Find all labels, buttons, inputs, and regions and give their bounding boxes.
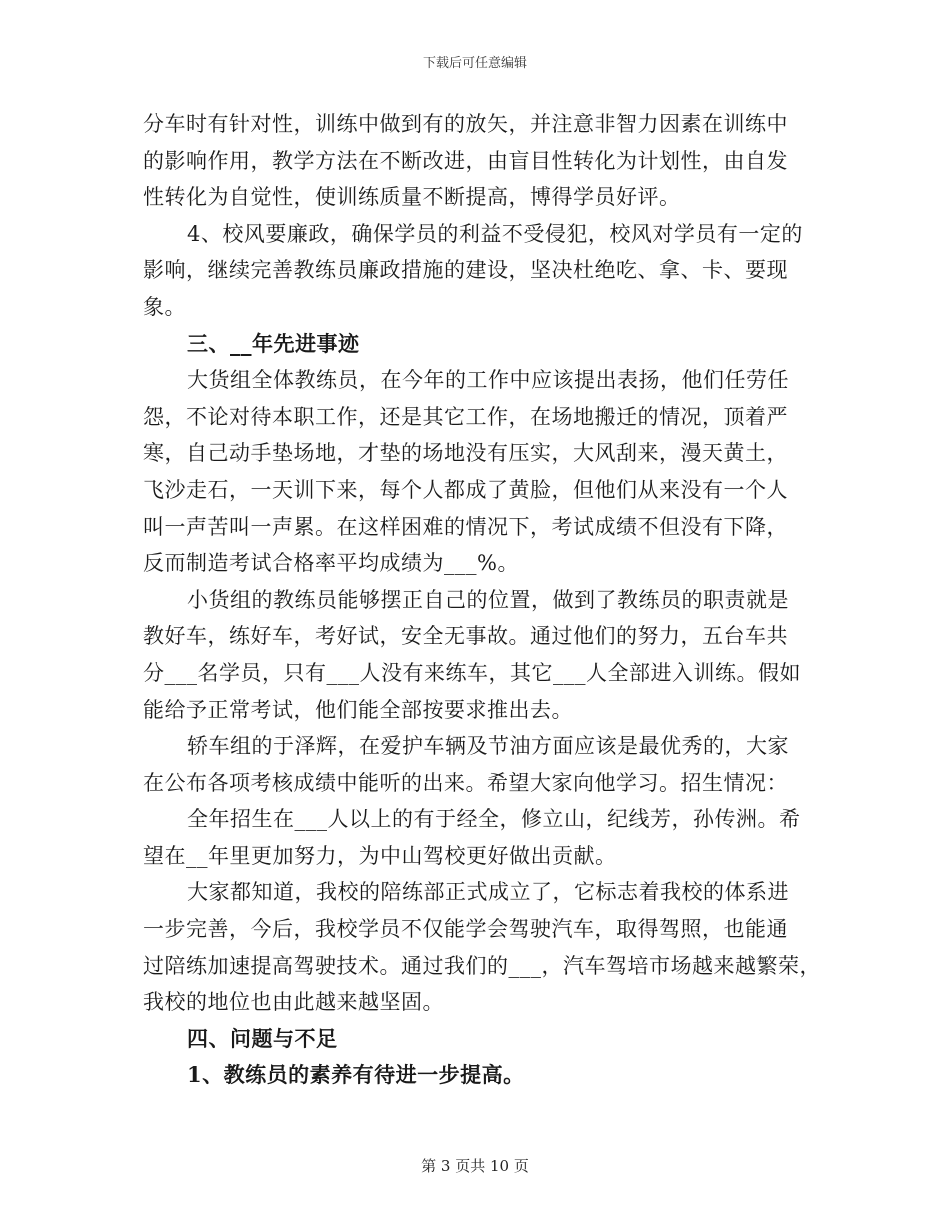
text-line: 大家都知道，我校的陪练部正式成立了，它标志着我校的体系进	[187, 880, 789, 905]
text-line: 飞沙走石，一天训下来，每个人都成了黄脸，但他们从来没有一个人	[143, 477, 788, 502]
page-header: 下载后可任意编辑	[422, 56, 527, 71]
text-line: 能给予正常考试，他们能全部按要求推出去。	[143, 697, 573, 722]
text-line: 性转化为自觉性，使训练质量不断提高，博得学员好评。	[143, 185, 681, 210]
text-line: 叫一声苦叫一声累。在这样困难的情况下，考试成绩不但没有下降，	[143, 514, 788, 539]
text-line: 分___名学员，只有___人没有来练车，其它___人全部进入训练。假如	[143, 660, 801, 685]
section-heading-line: 三、__年先进事迹	[187, 330, 360, 356]
text-line: 我校的地位也由此越来越坚固。	[143, 990, 444, 1015]
text-line: 4、校风要廉政，确保学员的利益不受侵犯，校风对学员有一定的	[187, 221, 803, 246]
text-line: 寒，自己动手垫场地，才垫的场地没有压实，大风刮来，漫天黄土，	[143, 441, 788, 466]
text-line: 分车时有针对性，训练中做到有的放矢，并注意非智力因素在训练中	[143, 112, 788, 136]
text-line: 的影响作用，教学方法在不断改进，由盲目性转化为计划性，由自发	[143, 148, 788, 173]
text-line: 过陪练加速提高驾驶技术。通过我们的___，汽车驾培市场越来越繁荣，	[143, 953, 821, 978]
text-line: 象。	[143, 294, 186, 319]
text-line: 在公布各项考核成绩中能听的出来。希望大家向他学习。招生情况：	[143, 770, 788, 795]
text-line: 反而制造考试合格率平均成绩为___%。	[143, 551, 519, 576]
text-line: 全年招生在___人以上的有于经全，修立山，纪线芳，孙传洲。希	[187, 807, 801, 832]
text-line: 大货组全体教练员，在今年的工作中应该提出表扬，他们任劳任	[187, 368, 789, 393]
text-line: 小货组的教练员能够摆正自己的位置，做到了教练员的职责就是	[187, 587, 789, 612]
text-line: 一步完善，今后，我校学员不仅能学会驾驶汽车，取得驾照，也能通	[143, 917, 788, 942]
text-line: 教好车，练好车，考好试，安全无事故。通过他们的努力，五台车共	[143, 624, 788, 649]
page-footer: 第 3 页共 10 页	[421, 1157, 529, 1175]
section-heading-line: 1、教练员的素养有待进一步提高。	[187, 1062, 525, 1088]
document-body	[143, 106, 821, 1094]
text-line: 望在__年里更加努力，为中山驾校更好做出贡献。	[143, 843, 617, 868]
text-line: 轿车组的于泽辉，在爱护车辆及节油方面应该是最优秀的，大家	[187, 734, 789, 759]
text-line: 怨，不论对待本职工作，还是其它工作，在场地搬迁的情况，顶着严	[143, 404, 788, 429]
section-heading-line: 四、问题与不足	[187, 1025, 338, 1051]
text-line: 影响，继续完善教练员廉政措施的建设，坚决杜绝吃、拿、卡、要现	[143, 258, 788, 283]
